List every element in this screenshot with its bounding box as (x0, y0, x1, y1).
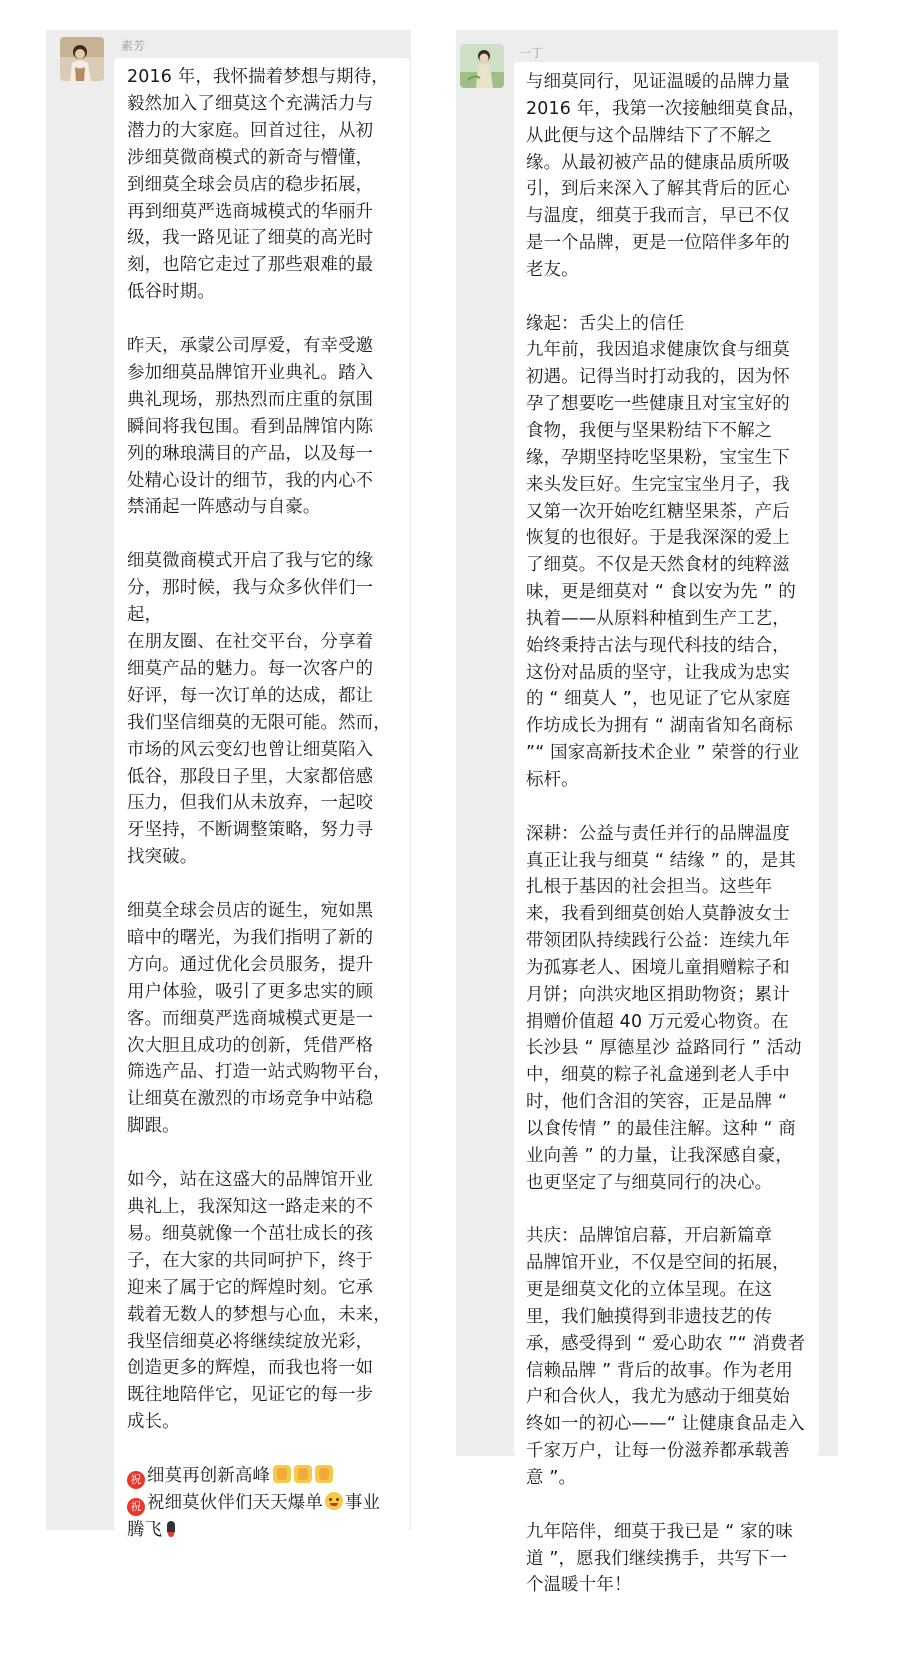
party-face-icon (325, 1492, 343, 1510)
text-line: 次大胆且成功的创新，凭借严格 (127, 1035, 374, 1056)
chat-panel-right (456, 30, 838, 1596)
text-line: 意 ”。 (526, 1468, 577, 1489)
text-line: 与温度，细莫于我而言，早已不仅 (526, 206, 790, 227)
text-line: 始终秉持古法与现代科技的结合， (526, 635, 790, 656)
text-line: 缘，孕期坚持吃坚果粉，宝宝生下 (526, 447, 790, 468)
text-line: 脚跟。 (127, 1116, 180, 1137)
text-line: 细莫微商模式开启了我与它的缘 (127, 551, 374, 572)
message-paragraph (526, 69, 808, 284)
text-line: 共庆：品牌馆启幕，开启新篇章 (526, 1226, 773, 1247)
text-line: 道 ”，愿我们继续携手，共写下一 (526, 1548, 788, 1569)
sender-name: 素芳 (121, 39, 146, 53)
text-line: 级，我一路见证了细莫的高光时 (127, 228, 374, 249)
text-line: 信赖品牌 ” 背后的故事。作为老用 (526, 1360, 793, 1381)
text-line: 千家万户，让每一份滋养都承载善 (526, 1441, 790, 1462)
text-line: 月饼；向洪灾地区捐助物资；累计 (526, 984, 790, 1005)
celebrate-badge-icon: 祝 (127, 1471, 145, 1489)
message-paragraph (526, 1519, 808, 1600)
text-line: 我坚信细莫必将继续绽放光彩， (127, 1331, 374, 1352)
message-bubble[interactable] (114, 58, 410, 1540)
text-line: 为孤寡老人、困境儿童捐赠粽子和 (526, 957, 790, 978)
wish-text: 腾飞 (127, 1519, 163, 1540)
text-line: 终如一的初心——“ 让健康食品走入 (526, 1414, 805, 1435)
text-line: 细莫产品的魅力。每一次客户的 (127, 658, 374, 679)
text-line: 在朋友圈、在社交平台，分享着 (127, 632, 374, 652)
text-line: 分，那时候，我与众多伙伴们一起， (127, 578, 374, 626)
text-line: 低谷时期。 (127, 282, 215, 303)
text-line: 压力，但我们从未放弃，一起咬 (127, 793, 374, 814)
text-line: 到细莫全球会员店的稳步拓展， (127, 174, 374, 195)
text-line: 创造更多的辉煌，而我也将一如 (127, 1358, 374, 1379)
text-line: 时，他们含泪的笑容，正是品牌 “ (526, 1092, 788, 1113)
text-line: 牙坚持，不断调整策略，努力寻 (127, 820, 374, 841)
message-text (127, 64, 398, 1544)
text-line: 缘。从最初被产品的健康品质所吸 (526, 152, 790, 173)
text-line: 也更坚定了与细莫同行的决心。 (526, 1172, 773, 1193)
text-line: 迎来了属于它的辉煌时刻。它承 (127, 1277, 374, 1298)
wish-line (127, 1517, 398, 1544)
text-line: 再到细莫严选商城模式的华丽升 (127, 201, 374, 222)
text-line: 2016 年，我第一次接触细莫食品， (526, 98, 806, 119)
text-line: 里，我们触摸得到非遗技艺的传 (526, 1306, 773, 1327)
text-line: 扎根于基因的社会担当。这些年 (526, 877, 773, 898)
message-paragraph (526, 1223, 808, 1491)
avatar[interactable] (460, 44, 504, 88)
text-line: 是一个品牌，更是一位陪伴多年的 (526, 233, 790, 254)
text-line: 禁涌起一阵感动与自豪。 (127, 497, 321, 518)
text-line: 更是细莫文化的立体呈现。在这 (526, 1280, 773, 1301)
chat-panel-left (46, 30, 411, 1540)
text-line: 孕了想要吃一些健康且对宝宝好的 (526, 394, 790, 415)
text-line: 好评，每一次订单的达成，都让 (127, 685, 374, 706)
text-line: 真正让我与细莫 “ 结缘 ” 的，是其 (526, 850, 797, 871)
text-line: 初遇。记得当时打动我的，因为怀 (526, 367, 790, 388)
clap-hands-icon (315, 1465, 333, 1483)
text-line: 潜力的大家庭。回首过往，从初 (127, 120, 374, 141)
text-line: 九年陪伴，细莫于我已是 “ 家的味 (526, 1521, 793, 1542)
text-line: 昨天，承蒙公司厚爱，有幸受邀 (127, 336, 374, 357)
text-line: 低谷，那段日子里，大家都倍感 (127, 766, 374, 787)
text-line: 细莫全球会员店的诞生，宛如黑 (127, 901, 374, 922)
wish-line (127, 1463, 398, 1490)
wish-text: 细莫再创新高峰 (147, 1466, 271, 1487)
text-line: 个温暖十年！ (526, 1575, 632, 1596)
text-line: 如今，站在这盛大的品牌馆开业 (127, 1170, 374, 1191)
text-line: 列的琳琅满目的产品，以及每一 (127, 443, 374, 464)
text-line: 了细莫。不仅是天然食材的纯粹滋 (526, 555, 790, 576)
text-line: 让细莫在激烈的市场竞争中站稳 (127, 1089, 374, 1110)
wish-text: 祝细莫伙伴们天天爆单 (147, 1492, 323, 1513)
text-line: 恢复的也很好。于是我深深的爱上 (526, 528, 790, 549)
text-line: 处精心设计的细节，我的内心不 (127, 470, 374, 491)
text-line: 缘起：舌尖上的信任 (526, 313, 685, 334)
text-line: 找突破。 (127, 847, 198, 868)
text-line: 刻，也陪它走过了那些艰难的最 (127, 255, 374, 276)
text-line: 我们坚信细莫的无限可能。然而， (127, 712, 391, 733)
text-line: 2016 年，我怀揣着梦想与期待， (127, 67, 389, 87)
text-line: 又第一次开始吃红糖坚果茶，产后 (526, 501, 790, 522)
text-line: 载着无数人的梦想与心血，未来， (127, 1304, 391, 1325)
text-line: 毅然加入了细莫这个充满活力与 (127, 93, 374, 114)
text-line: ”“ 国家高新技术企业 ” 荣誉的行业 (526, 743, 800, 764)
avatar[interactable] (60, 37, 104, 81)
message-paragraph (526, 821, 808, 1197)
text-line: 以食传情 ” 的最佳注解。这种 “ 商 (526, 1119, 797, 1139)
text-line: 瞬间将我包围。看到品牌馆内陈 (127, 416, 374, 437)
wish-line (127, 1490, 398, 1517)
message-paragraph (127, 64, 398, 306)
text-line: 方向。通过优化会员服务，提升 (127, 954, 374, 975)
wish-text: 事业 (344, 1492, 381, 1513)
rocket-icon (164, 1521, 178, 1537)
text-line: 户和合伙人，我尤为感动于细莫始 (526, 1387, 790, 1408)
text-line: 这份对品质的坚守，让我成为忠实 (526, 662, 790, 683)
text-line: 筛选产品、打造一站式购物平台， (127, 1062, 391, 1083)
text-line: 与细莫同行，见证温暖的品牌力量 (526, 72, 790, 92)
message-paragraph (127, 333, 398, 521)
text-line: 带领团队持续践行公益：连续九年 (526, 931, 790, 952)
text-line: 品牌馆开业，不仅是空间的拓展， (526, 1253, 790, 1274)
text-line: 九年前，我因追求健康饮食与细莫 (526, 340, 790, 361)
text-line: 承，感受得到 “ 爱心助农 ”“ 消费者 (526, 1333, 806, 1354)
message-paragraph (526, 311, 808, 794)
text-line: 作坊成长为拥有 “ 湖南省知名商标 (526, 716, 793, 737)
message-text (526, 69, 808, 1599)
sender-name: 一丁 (519, 46, 544, 60)
text-line: 味，更是细莫对 “ 食以安为先 ” 的 (526, 582, 797, 603)
message-paragraph (127, 898, 398, 1140)
text-line: 易。细莫就像一个茁壮成长的孩 (127, 1223, 374, 1244)
text-line: 执着——从原料种植到生产工艺， (526, 608, 790, 629)
text-line: 长沙县 “ 厚德星沙 益路同行 ” 活动 (526, 1038, 802, 1059)
text-line: 的 “ 细莫人 ”，也见证了它从家庭 (526, 689, 791, 710)
text-line: 暗中的曙光，为我们指明了新的 (127, 927, 374, 948)
clap-hands-icon (273, 1465, 291, 1483)
message-paragraph (127, 1167, 398, 1436)
text-line: 用户体验，吸引了更多忠实的顾 (127, 981, 374, 1002)
text-line: 引，到后来深入了解其背后的匠心 (526, 179, 790, 200)
text-line: 子，在大家的共同呵护下，终于 (127, 1250, 374, 1271)
text-line: 从此便与这个品牌结下了不解之 (526, 125, 773, 146)
text-line: 既往地陪伴它，见证它的每一步 (127, 1385, 374, 1406)
wishes-block (127, 1463, 398, 1544)
celebrate-badge-icon: 祝 (127, 1498, 145, 1516)
text-line: 典礼上，我深知这一路走来的不 (127, 1197, 374, 1217)
text-line: 参加细莫品牌馆开业典礼。踏入 (127, 362, 374, 383)
text-line: 成长。 (127, 1412, 180, 1433)
text-line: 典礼现场，那热烈而庄重的氛围 (127, 389, 374, 410)
text-line: 业向善 ” 的力量，让我深感自豪， (526, 1145, 793, 1166)
text-line: 市场的风云变幻也曾让细莫陷入 (127, 739, 374, 760)
text-line: 标杆。 (526, 769, 579, 790)
text-line: 中，细莫的粽子礼盒递到老人手中 (526, 1065, 790, 1086)
message-paragraph (127, 548, 398, 871)
text-line: 深耕：公益与责任并行的品牌温度 (526, 823, 790, 844)
text-line: 涉细莫微商模式的新奇与懵懂， (127, 147, 374, 168)
message-bubble[interactable] (514, 62, 819, 1596)
text-line: 老友。 (526, 259, 579, 280)
text-line: 来头发巨好。生完宝宝坐月子，我 (526, 474, 790, 495)
text-line: 捐赠价值超 40 万元爱心物资。在 (526, 1011, 789, 1032)
text-line: 客。而细莫严选商城模式更是一 (127, 1008, 374, 1029)
text-line: 来，我看到细莫创始人莫静波女士 (526, 904, 790, 925)
clap-hands-icon (294, 1465, 312, 1483)
text-line: 食物，我便与坚果粉结下不解之 (526, 421, 773, 442)
